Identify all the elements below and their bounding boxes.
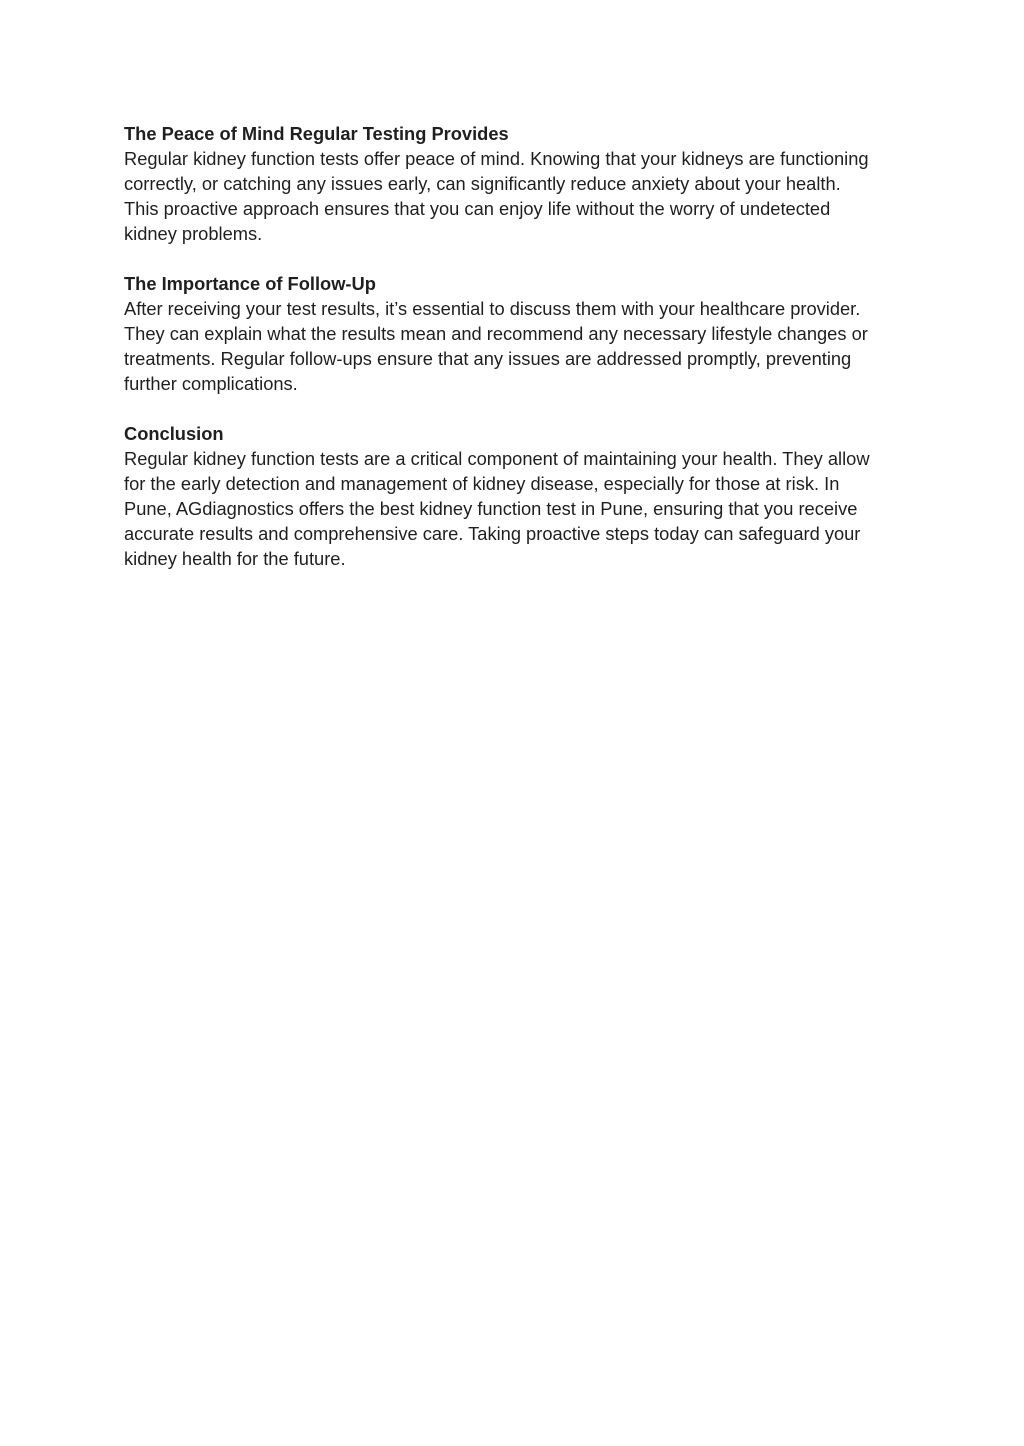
paragraph-line: They can explain what the results mean and recommend any necessary lifestyle changes or <box>124 323 868 344</box>
section-heading: The Importance of Follow-Up <box>124 273 376 294</box>
paragraph-line: correctly, or catching any issues early, can significantly reduce anxiety about your health. <box>124 173 841 194</box>
paragraph-line: accurate results and comprehensive care. Taking proactive steps today can safeguard your <box>124 523 861 544</box>
section-heading: The Peace of Mind Regular Testing Provides <box>124 123 509 144</box>
paragraph-line: Pune, AGdiagnostics offers the best kidney function test in Pune, ensuring that you receive <box>124 498 858 519</box>
document-page <box>124 121 904 596</box>
section-follow-up <box>124 271 904 396</box>
section-conclusion <box>124 421 904 571</box>
paragraph-line: kidney health for the future. <box>124 548 346 569</box>
paragraph-line: treatments. Regular follow-ups ensure that any issues are addressed promptly, preventing <box>124 348 852 369</box>
section-paragraph <box>124 446 904 571</box>
paragraph-line: for the early detection and management of kidney disease, especially for those at risk. In <box>124 473 840 494</box>
section-paragraph <box>124 146 904 246</box>
paragraph-line: Regular kidney function tests offer peace of mind. Knowing that your kidneys are functioning <box>124 148 869 169</box>
section-paragraph <box>124 296 904 396</box>
paragraph-line: further complications. <box>124 373 298 394</box>
paragraph-line: This proactive approach ensures that you can enjoy life without the worry of undetected <box>124 198 831 219</box>
section-heading: Conclusion <box>124 423 224 444</box>
paragraph-line: kidney problems. <box>124 223 263 244</box>
section-peace-of-mind <box>124 121 904 246</box>
paragraph-line: Regular kidney function tests are a critical component of maintaining your health. They allow <box>124 448 870 469</box>
paragraph-line: After receiving your test results, it’s essential to discuss them with your healthcare provider. <box>124 298 861 319</box>
